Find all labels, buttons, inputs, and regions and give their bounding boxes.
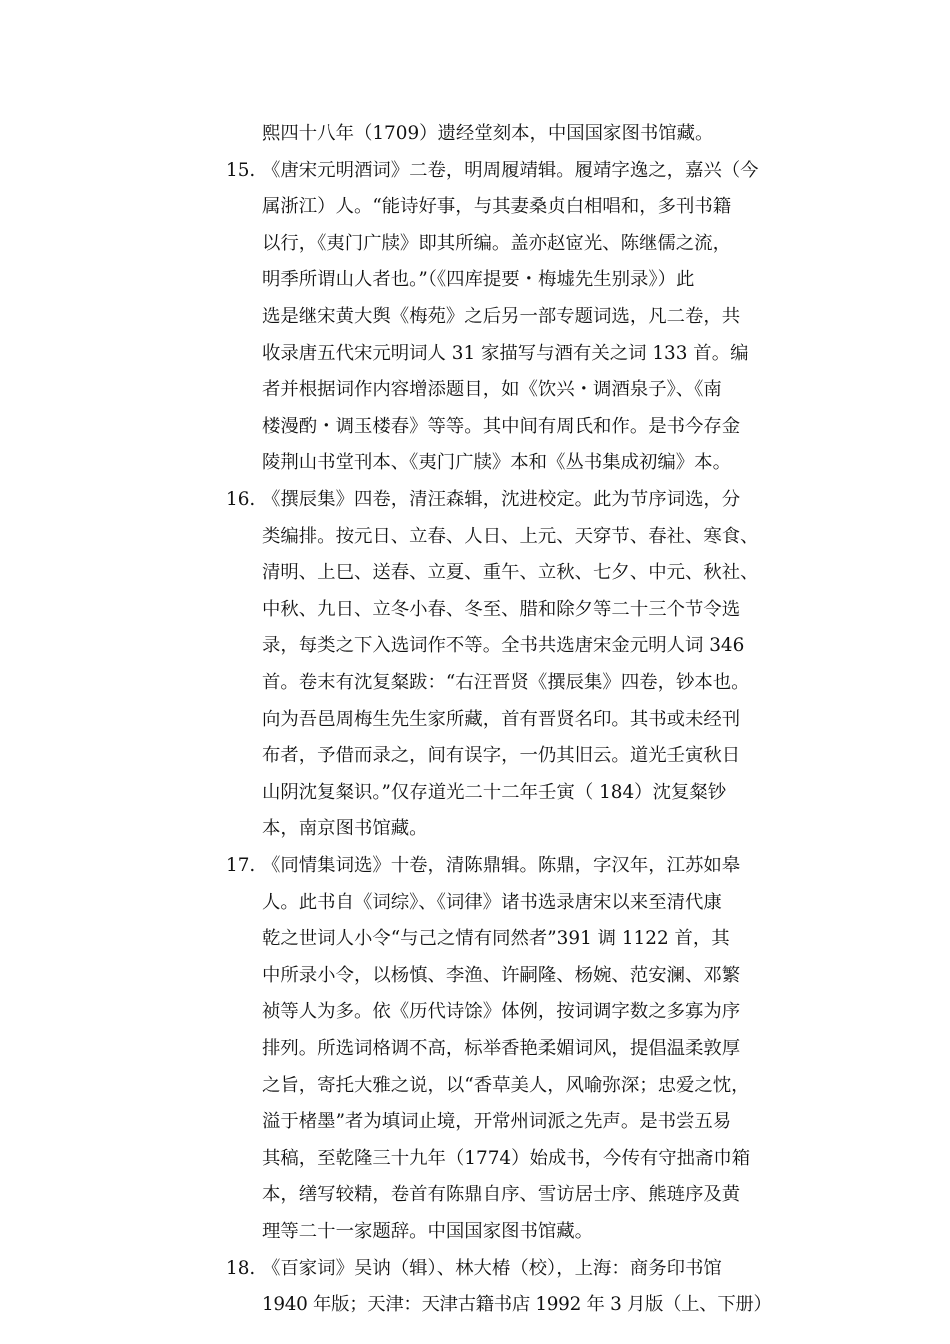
text-line: 《百家词》吴讷（辑）、林大椿（校），上海：商务印书馆 <box>262 1258 722 1279</box>
text-line: 录，每类之下入选词作不等。全书共选唐宋金元明人词 346 <box>262 635 745 656</box>
text-line: 属浙江）人。“能诗好事，与其妻桑贞白相唱和，多刊书籍 <box>262 196 732 217</box>
text-line: 中秋、九日、立冬小春、冬至、腊和除夕等二十三个节令选 <box>262 599 741 620</box>
text-line: 首。卷末有沈复粲跋：“右汪晋贤《撰辰集》四卷，钞本也。 <box>262 672 750 693</box>
text-line: 明季所谓山人者也。”（《四库提要・梅墟先生别录》）此 <box>262 269 695 290</box>
text-line: 向为吾邑周梅生先生家所藏，首有晋贤名印。其书或未经刊 <box>262 709 741 730</box>
text-line: 中所录小令，以杨慎、李渔、许嗣隆、杨婉、范安澜、邓繁 <box>262 965 741 986</box>
text-line: 收录唐五代宋元明词人 31 家描写与酒有关之词 133 首。编 <box>262 343 749 364</box>
text-line: 《唐宋元明酒词》二卷，明周履靖辑。履靖字逸之，嘉兴（今 <box>262 160 759 181</box>
text-line: 熙四十八年（1709）遗经堂刻本，中国国家图书馆藏。 <box>262 123 714 144</box>
text-line: 者并根据词作内容增添题目，如《饮兴・调酒泉子》、《南 <box>262 379 722 400</box>
entry-number: 17. <box>226 855 256 876</box>
text-line: 《撰辰集》四卷，清汪森辑，沈进校定。此为节序词选，分 <box>262 489 741 510</box>
text-line: 之旨，寄托大雅之说，以“香草美人，风喻弥深；忠爱之忱， <box>262 1075 750 1096</box>
text-line: 溢于楮墨”者为填词止境，开常州词派之先声。是书尝五易 <box>262 1111 732 1132</box>
text-line: 本，缮写较精，卷首有陈鼎自序、雪访居士序、熊琏序及黄 <box>262 1184 741 1205</box>
entry-number: 16. <box>226 489 256 510</box>
entry-number: 15. <box>226 160 256 181</box>
text-line: 乾之世词人小令“与己之情有同然者”391 调 1122 首，其 <box>262 928 730 949</box>
text-line: 清明、上巳、送春、立夏、重午、立秋、七夕、中元、秋社、 <box>262 562 759 583</box>
text-line: 本，南京图书馆藏。 <box>262 818 428 839</box>
text-line: 选是继宋黄大舆《梅苑》之后另一部专题词选，凡二卷，共 <box>262 306 741 327</box>
text-line: 布者，予借而录之，间有误字，一仍其旧云。道光壬寅秋日 <box>262 745 741 766</box>
text-line: 人。此书自《词综》、《词律》诸书选录唐宋以来至清代康 <box>262 892 722 913</box>
text-line: 《同情集词选》十卷，清陈鼎辑。陈鼎，字汉年，江苏如皋 <box>262 855 741 876</box>
text-line: 其稿，至乾隆三十九年（1774）始成书，今传有守拙斋巾箱 <box>262 1148 751 1169</box>
text-line: 山阴沈复粲识。”仅存道光二十二年壬寅（ 184）沈复粲钞 <box>262 782 727 803</box>
text-line: 类编排。按元日、立春、人日、上元、天穿节、春社、寒食、 <box>262 526 759 547</box>
text-line: 祯等人为多。依《历代诗馀》体例，按词调字数之多寡为序 <box>262 1001 741 1022</box>
text-line: 以行，《夷门广牍》即其所编。盖亦赵宧光、陈继儒之流， <box>262 233 731 254</box>
entry-number: 18. <box>226 1258 256 1279</box>
text-line: 陵荆山书堂刊本、《夷门广牍》本和《丛书集成初编》本。 <box>262 452 731 473</box>
text-line: 排列。所选词格调不高，标举香艳柔媚词风，提倡温柔敦厚 <box>262 1038 741 1059</box>
text-line: 楼漫酌・调玉楼春》等等。其中间有周氏和作。是书今存金 <box>262 416 741 437</box>
text-line: 理等二十一家题辞。中国国家图书馆藏。 <box>262 1221 594 1242</box>
text-line: 1940 年版；天津：天津古籍书店 1992 年 3 月版（上、下册） <box>262 1294 772 1315</box>
